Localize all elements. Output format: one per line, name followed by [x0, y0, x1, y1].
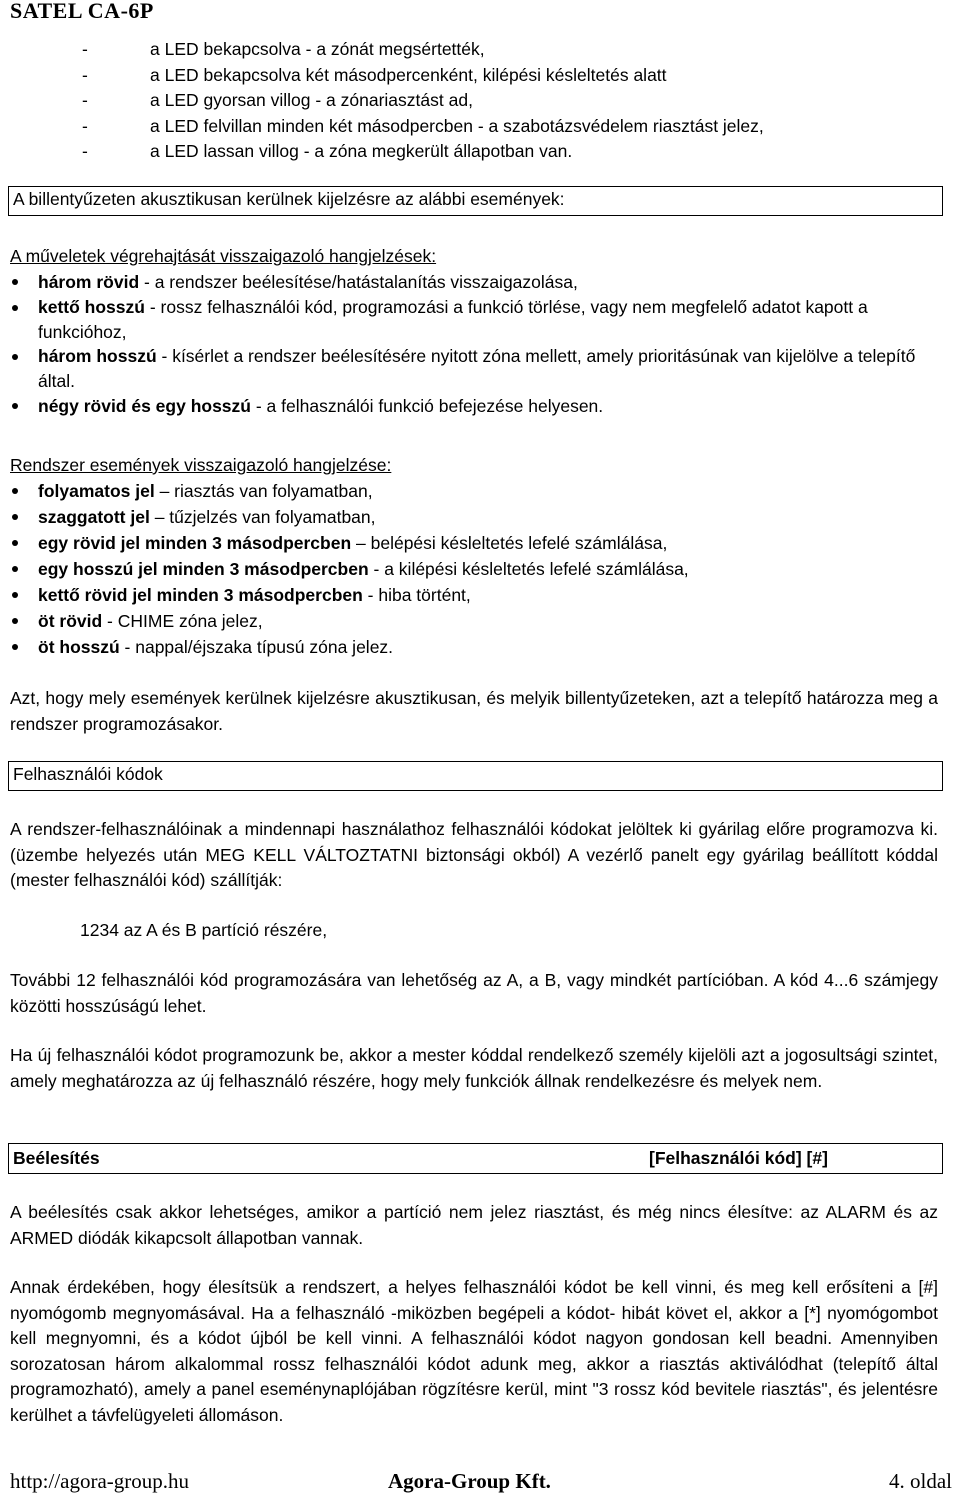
- system-signals-list: [10, 478, 938, 660]
- default-code-line: 1234 az A és B partíció részére,: [80, 920, 328, 940]
- arming-heading-box: [8, 1143, 943, 1174]
- system-signals-section: [10, 452, 938, 660]
- arming-title: Beélesítés: [13, 1148, 100, 1168]
- list-item: - a LED bekapcsolva - a zónát megsértették,: [82, 39, 485, 59]
- paragraph: A rendszer-felhasználóinak a mindennapi használathoz felhasználói kódokat jelöltek ki gyárilag előre programozva ki. (üzembe helyezés után MEG KELL VÁLTOZTATNI biztonsági okból) A vezérlő panelt egy gyárilag beállított kóddal (mester felhasználói kód) szállítják:: [10, 819, 938, 890]
- list-item: kettő rövid jel minden 3 másodpercben - hiba történt,: [10, 582, 938, 608]
- footer-company: Agora-Group Kft.: [388, 1469, 551, 1493]
- list-item: három hosszú - kísérlet a rendszer beélesítésére nyitott zóna mellett, amely prioritásúnak van kijelölve a telepítő által.: [10, 344, 938, 393]
- acoustic-events-box: A billentyűzeten akusztikusan kerülnek kijelzésre az alábbi események:: [8, 186, 943, 216]
- section-heading: A műveletek végrehajtását visszaigazoló hangjelzések:: [10, 246, 437, 266]
- list-item: négy rövid és egy hosszú - a felhasználói funkció befejezése helyesen.: [10, 393, 938, 419]
- paragraph: Azt, hogy mely események kerülnek kijelzésre akusztikusan, és melyik billentyűzeteken, azt a telepítő határozza meg a rendszer programozásakor.: [10, 688, 938, 734]
- page-header-title: SATEL CA-6P: [10, 0, 154, 23]
- paragraph: A beélesítés csak akkor lehetséges, amikor a partíció nem jelez riasztást, és még nincs élesítve: az ALARM és az ARMED diódák kikapcsolt állapotban vannak.: [10, 1202, 938, 1248]
- user-codes-box: Felhasználói kódok: [8, 761, 943, 791]
- list-item: - a LED felvillan minden két másodpercben - a szabotázsvédelem riasztást jelez,: [82, 115, 764, 136]
- paragraph: Ha új felhasználói kódot programozunk be, akkor a mester kóddal rendelkező személy kijelöli azt a jogosultsági szintet, amely meghatározza az új felhasználó részére, hogy mely funkciók állnak rendelkezésre és melyek nem.: [10, 1045, 938, 1091]
- list-item: öt rövid - CHIME zóna jelez,: [10, 608, 938, 634]
- led-status-list: [62, 37, 942, 165]
- footer-url: http://agora-group.hu: [10, 1469, 190, 1493]
- list-item: - a LED gyorsan villog - a zónariasztást ad,: [82, 90, 473, 110]
- paragraph: Annak érdekében, hogy élesítsük a rendszert, a helyes felhasználói kódot be kell vinni, és meg kell erősíteni a [#] nyomógomb megnyomásával. Ha a felhasználó -miközben begépeli a kódot- hibát követ el, akkor a [*] nyomógombot kell megnyomni, és a kódot újból be kell vinni. A felhasználói kódot nagyon gondosan kell beadni. Amennyiben sorozatosan három alkalommal rossz felhasználói kódot adunk meg, akkor a riasztás aktiválódhat (telepítő által programozható), amely a panel eseménynaplójában rögzítésre kerül, mint "3 rossz kód bevitele riasztás", és jelentésre kerülhet a távfelügyeleti állomáson.: [10, 1277, 938, 1425]
- list-item: szaggatott jel – tűzjelzés van folyamatban,: [10, 504, 938, 530]
- list-item: - a LED lassan villog - a zóna megkerült állapotban van.: [82, 141, 573, 161]
- section-heading: Rendszer események visszaigazoló hangjelzése:: [10, 455, 392, 475]
- list-item: három rövid - a rendszer beélesítése/hatástalanítás visszaigazolása,: [10, 269, 938, 295]
- list-item: - a LED bekapcsolva két másodpercenként, kilépési késleltetés alatt: [82, 64, 667, 85]
- paragraph: További 12 felhasználói kód programozására van lehetőség az A, a B, vagy mindkét partícióban. A kód 4...6 számjegy közötti hosszúságú lehet.: [10, 970, 938, 1016]
- list-item: öt hosszú - nappal/éjszaka típusú zóna jelez.: [10, 634, 938, 660]
- operation-signals-list: [10, 269, 938, 419]
- list-item: egy rövid jel minden 3 másodpercben – belépési késleltetés lefelé számlálása,: [10, 530, 938, 556]
- list-item: kettő hosszú - rossz felhasználói kód, programozási a funkció törlése, vagy nem megfelelő adatot kapott a funkcióhoz,: [10, 295, 938, 344]
- arming-key-sequence: [Felhasználói kód] [#]: [649, 1148, 828, 1168]
- operation-signals-section: [10, 243, 938, 419]
- footer-page-number: 4. oldal: [889, 1469, 952, 1493]
- list-item: folyamatos jel – riasztás van folyamatban,: [10, 478, 938, 504]
- list-item: egy hosszú jel minden 3 másodpercben - a kilépési késleltetés lefelé számlálása,: [10, 556, 938, 582]
